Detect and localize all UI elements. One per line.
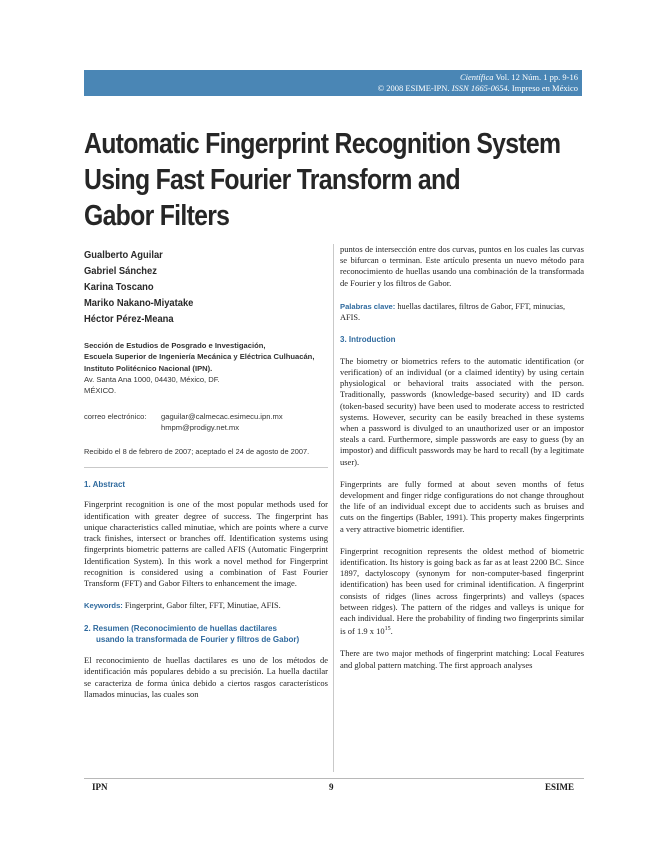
printed-in: Impreso en México (511, 83, 578, 93)
resumen-heading-line: 2. Resumen (Reconocimiento de huellas dactilares (84, 624, 277, 634)
resumen-continuation: puntos de intersección entre dos curvas, puntos en los cuales las curvas se bifurcan o terminan. Este artículo presenta un nuevo método para reconocimiento de huellas usando una combinación de la transformada de Fourier y los filtros de Gabor. (340, 244, 584, 288)
intro-paragraph: Fingerprints are fully formed at about seven months of fetus development and finger ridge configurations do not change throughout the life of an individual except due to accidents such as bruises and cuts on the fingertips (Babler, 1991). This property makes fingerprints a very attractive biometric identifier. (340, 478, 584, 534)
author-name: Gualberto Aguilar (84, 250, 163, 261)
received-date: Recibido el 8 de febrero de 2007; aceptado el 24 de agosto de 2007. (84, 447, 328, 468)
intro-paragraph-text: Fingerprint recognition represents the oldest method of biometric identification. Its history is going back as far as at least 2200 BC. Since 1897, dactyloscopy (synonym for non-computer-based fingerprint identification) has been used for criminal identification. A fingerprint consists of ridges (lines across fingerprints) and valleys (spaces between ridges). The pattern of the ridges and valleys is unique for each individual. Here the probability of finding two fingerprints similar is of (340, 545, 584, 637)
intro-paragraph: The biometry or biometrics refers to the automatic identification (or verification) of an individual (or a claimed identity) by using certain physiological or behavioral traits associated with the person. Traditionally, passwords (knowledge-based security) and ID cards (token-based security) have been used to moderate access to restricted systems. However, security can be easily breached in these systems when a password is divulged to an unauthorized user or an impostor steals a card. Furthermore, simple passwords are easy to guess (by an impostor) and difficult passwords may be hard to recall (by a legitimate user). (340, 355, 584, 467)
author-list (84, 248, 328, 328)
right-column (340, 244, 584, 671)
email-label: correo electrónico: (84, 412, 147, 422)
title-line: Using Fast Fourier Transform and (84, 164, 460, 196)
affiliation-line: MÉXICO. (84, 386, 117, 396)
email-link[interactable]: hmpm@prodigy.net.mx (161, 423, 240, 433)
abstract-text: Fingerprint recognition is one of the most popular methods used for identification with greater degree of success. The fingerprint has unique characteristics called minutiae, which are points where a curve track finishes, intersect or branches off. Identification systems using fingerprints biometric patterns are called AFIS (Automatic Fingerprint Identification System). In this work a novel method for Fingerprint recognition is considered using a combination of Fast Fourier Transform (FFT) and Gabor Filters to enhancement the image. (84, 499, 328, 588)
email-block (84, 411, 328, 433)
keywords-list: Fingerprint, Gabor filter, FFT, Minutiae, AFIS. (124, 601, 281, 611)
probability-value: 1.9 x 10 (357, 626, 385, 637)
palabras-clave-label: Palabras clave: (340, 301, 396, 311)
author-name: Karina Toscano (84, 282, 154, 293)
abstract-heading: 1. Abstract (84, 480, 126, 490)
column-divider (333, 244, 334, 772)
title-line: Gabor Filters (84, 200, 230, 232)
probability-end: . (390, 626, 393, 637)
journal-name: Científica (459, 72, 494, 82)
email-link[interactable]: gaguilar@calmecac.esimecu.ipn.mx (161, 412, 283, 422)
copyright: © 2008 ESIME-IPN. (377, 83, 450, 93)
keywords (84, 600, 328, 611)
paper-title (84, 126, 561, 234)
footer-rule (84, 778, 584, 779)
journal-header-text (378, 72, 578, 94)
resumen-heading (84, 623, 328, 645)
intro-paragraph: There are two major methods of fingerprint matching: Local Features and global pattern matching. The first approach analyses (340, 648, 584, 670)
resumen-heading-line: usando la transformada de Fourier y filtros de Gabor) (96, 635, 300, 645)
affiliation (84, 340, 328, 396)
footer-left: IPN (92, 782, 108, 792)
intro-paragraph (340, 546, 584, 637)
page-number: 9 (329, 782, 334, 792)
affiliation-line: Instituto Politécnico Nacional (IPN). (84, 363, 213, 373)
issn: ISSN 1665-0654. (451, 83, 510, 93)
affiliation-line: Sección de Estudios de Posgrado e Investigación, (84, 341, 266, 350)
journal-header-band (84, 70, 582, 96)
affiliation-line: Av. Santa Ana 1000, 04430, México, DF. (84, 374, 220, 384)
introduction-heading: 3. Introduction (340, 334, 396, 344)
palabras-clave (340, 301, 584, 323)
footer-right: ESIME (545, 782, 575, 792)
keywords-label: Keywords: (84, 601, 123, 611)
journal-volume: Vol. 12 Núm. 1 pp. 9-16 (495, 72, 578, 82)
palabras-clave-list: huellas dactilares, filtros de Gabor, FFT, minucias, AFIS. (340, 301, 566, 322)
affiliation-line: Escuela Superior de Ingeniería Mecánica y Eléctrica Culhuacán, (84, 352, 315, 362)
author-name: Mariko Nakano-Miyatake (84, 298, 194, 309)
left-column (84, 248, 328, 700)
resumen-text: El reconocimiento de huellas dactilares es uno de los métodos de identificación más populares debido a su precisión. La huella dactilar se caracteriza de forma única debido a ciertos rasgos característicos llamados minucias, las cuales son (84, 655, 328, 699)
title-line: Automatic Fingerprint Recognition System (84, 128, 561, 160)
probability-exponent: 15 (384, 626, 391, 633)
author-name: Héctor Pérez-Meana (84, 314, 174, 325)
author-name: Gabriel Sánchez (84, 266, 157, 277)
